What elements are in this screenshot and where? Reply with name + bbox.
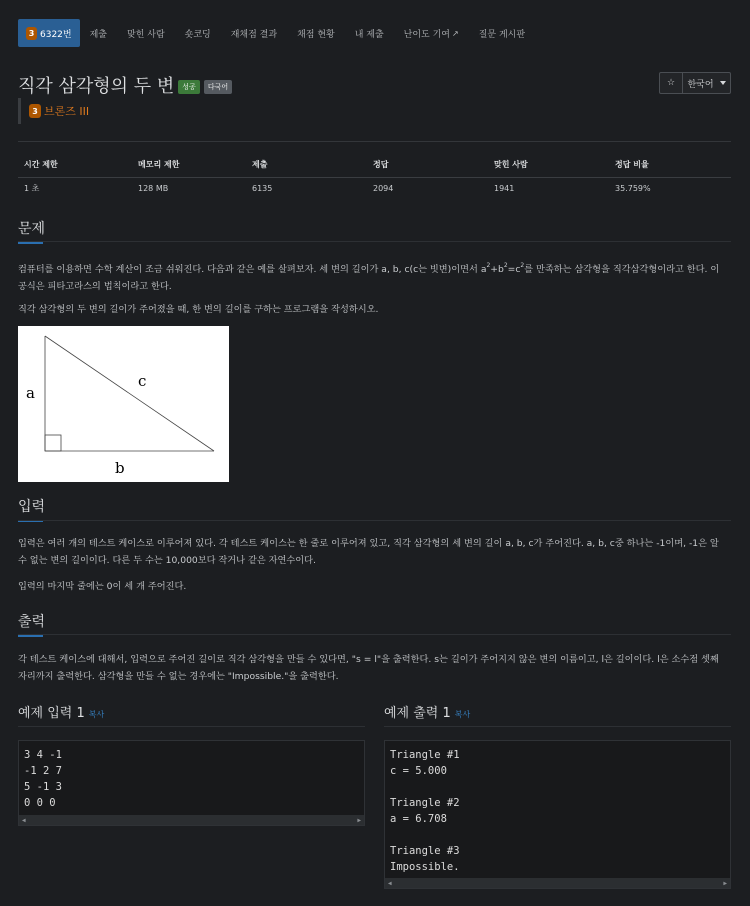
problem-task: 직각 삼각형의 두 변의 길이가 주어졌을 때, 한 변의 길이를 구하는 프로그램을 작성하시오.: [18, 304, 379, 315]
submissions-value: 6135: [252, 183, 273, 193]
problem-text: =c: [507, 264, 521, 276]
tab-problem-label: 6322번: [40, 29, 72, 40]
solvers-value: 1941: [494, 183, 515, 193]
tab-difficulty-label: 난이도 기여: [403, 29, 451, 40]
success-badge: 성공: [178, 80, 200, 94]
superscript: 2: [520, 262, 525, 269]
language-label: 한국어: [687, 79, 714, 90]
problem-text: 컴퓨터를 이용하면 수학 계산이 조금 쉬워진다. 다음과 같은 예를 살펴보자. 세 변의 길이가 a, b, c(c는 빗변)이면서 a: [18, 264, 487, 276]
table-row: [18, 177, 731, 199]
caret-down-icon: [720, 81, 726, 85]
copy-input-button[interactable]: 복사: [88, 710, 105, 719]
header-memory-limit: 메모리 제한: [132, 152, 246, 177]
bronze-medal-icon: 3: [29, 104, 41, 118]
sample-output-code: Triangle #1 c = 5.000 Triangle #2 a = 6.708 Triangle #3 Impossible.: [390, 749, 460, 873]
sample-input-header: [18, 702, 104, 721]
problem-nav-tabs: [18, 19, 535, 47]
tier-label: 브론즈 III: [44, 105, 90, 118]
horizontal-scrollbar[interactable]: [19, 815, 364, 825]
memory-limit-value: 128 MB: [138, 183, 169, 193]
sample-input-block[interactable]: [18, 740, 365, 826]
scroll-right-icon[interactable]: ▶: [357, 816, 361, 824]
input-section-title: 입력: [18, 496, 45, 516]
table-header-row: [18, 152, 731, 177]
language-dropdown[interactable]: [683, 72, 731, 94]
header-accepted: 정답: [367, 152, 488, 177]
accepted-value: 2094: [373, 183, 394, 193]
tab-shortest[interactable]: 숏코딩: [184, 29, 211, 40]
problem-section-title: 문제: [18, 218, 45, 238]
input-description: 입력은 여러 개의 테스트 케이스로 이루어져 있다. 각 테스트 케이스는 한 줄로 이루어져 있고, 직각 삼각형의 세 변의 길이 a, b, c가 주어진다. a, b, c중 하나는 -1이며, -1은 알 수 없는 변의 길이이다. 다른 두 수는 10,000보다 작거나 같은 자연수이다.: [18, 538, 719, 566]
section-divider: [18, 520, 731, 521]
triangle-diagram: [18, 326, 229, 482]
scroll-right-icon[interactable]: ▶: [723, 879, 727, 887]
section-divider: [18, 241, 731, 242]
page-title: 직각 삼각형의 두 변: [18, 76, 175, 97]
horizontal-scrollbar[interactable]: [385, 878, 730, 888]
sample-input-title: 예제 입력 1: [18, 706, 85, 721]
section-divider: [18, 634, 731, 635]
tab-submit[interactable]: 제출: [89, 29, 107, 40]
section-divider: [384, 726, 731, 727]
tier-indicator[interactable]: [18, 98, 89, 124]
input-last-line: 입력의 마지막 줄에는 0이 세 개 주어진다.: [18, 581, 187, 592]
bronze-medal-icon: 3: [26, 27, 37, 40]
tab-my-submissions[interactable]: 내 제출: [354, 29, 384, 40]
side-b-label: b: [115, 459, 125, 477]
scroll-left-icon[interactable]: ◀: [388, 879, 392, 887]
tab-board[interactable]: 질문 게시판: [478, 29, 526, 40]
copy-output-button[interactable]: 복사: [454, 710, 471, 719]
sample-input-code: 3 4 -1 -1 2 7 5 -1 3 0 0 0: [24, 749, 62, 809]
header-time-limit: 시간 제한: [18, 152, 132, 177]
header-submissions: 제출: [246, 152, 367, 177]
side-a-label: a: [26, 384, 35, 402]
superscript: 2: [486, 262, 491, 269]
header-actions: [659, 72, 731, 94]
tab-solvers[interactable]: 맞힌 사람: [127, 29, 165, 40]
side-c-label: c: [138, 372, 147, 390]
divider: [18, 141, 731, 142]
tab-rejudge[interactable]: 재채점 결과: [230, 29, 278, 40]
output-description: 각 테스트 케이스에 대해서, 입력으로 주어진 길이로 직각 삼각형을 만들 수 있다면, "s = l"을 출력한다. s는 길이가 주어지지 않은 변의 이름이고, l은 길이이다. l은 소수점 셋째 자리까지 출력한다. 삼각형을 만들 수 없는 경우에는 "Impossible."을 출력한다.: [18, 654, 719, 682]
problem-description: [18, 258, 730, 295]
superscript: 2: [503, 262, 508, 269]
header-solvers: 맞힌 사람: [488, 152, 609, 177]
sample-output-header: [384, 702, 470, 721]
triangle-figure: [18, 326, 229, 482]
scroll-left-icon[interactable]: ◀: [22, 816, 26, 824]
problem-header: [18, 72, 232, 98]
multilang-badge: 다국어: [204, 80, 232, 94]
favorite-button[interactable]: [659, 72, 683, 94]
time-limit-value: 1 초: [24, 183, 40, 193]
problem-text: 를 만족하는 삼각형을 직각삼각형이라고 한다. 이 공식은 피타고라스의 법칙이라고 한다.: [18, 264, 720, 293]
external-link-icon: ↗: [452, 28, 459, 38]
tab-judge-status[interactable]: 채점 현황: [297, 29, 335, 40]
output-section-title: 출력: [18, 611, 45, 631]
problem-info-table: [18, 152, 731, 199]
problem-text: +b: [490, 264, 504, 276]
ratio-value: 35.759%: [615, 183, 651, 193]
tab-problem[interactable]: [18, 19, 80, 47]
tab-difficulty[interactable]: [394, 19, 469, 47]
header-ratio: 정답 비율: [609, 152, 731, 177]
star-icon: ☆: [666, 78, 676, 88]
section-divider: [18, 726, 365, 727]
sample-output-block[interactable]: [384, 740, 731, 889]
sample-output-title: 예제 출력 1: [384, 706, 451, 721]
